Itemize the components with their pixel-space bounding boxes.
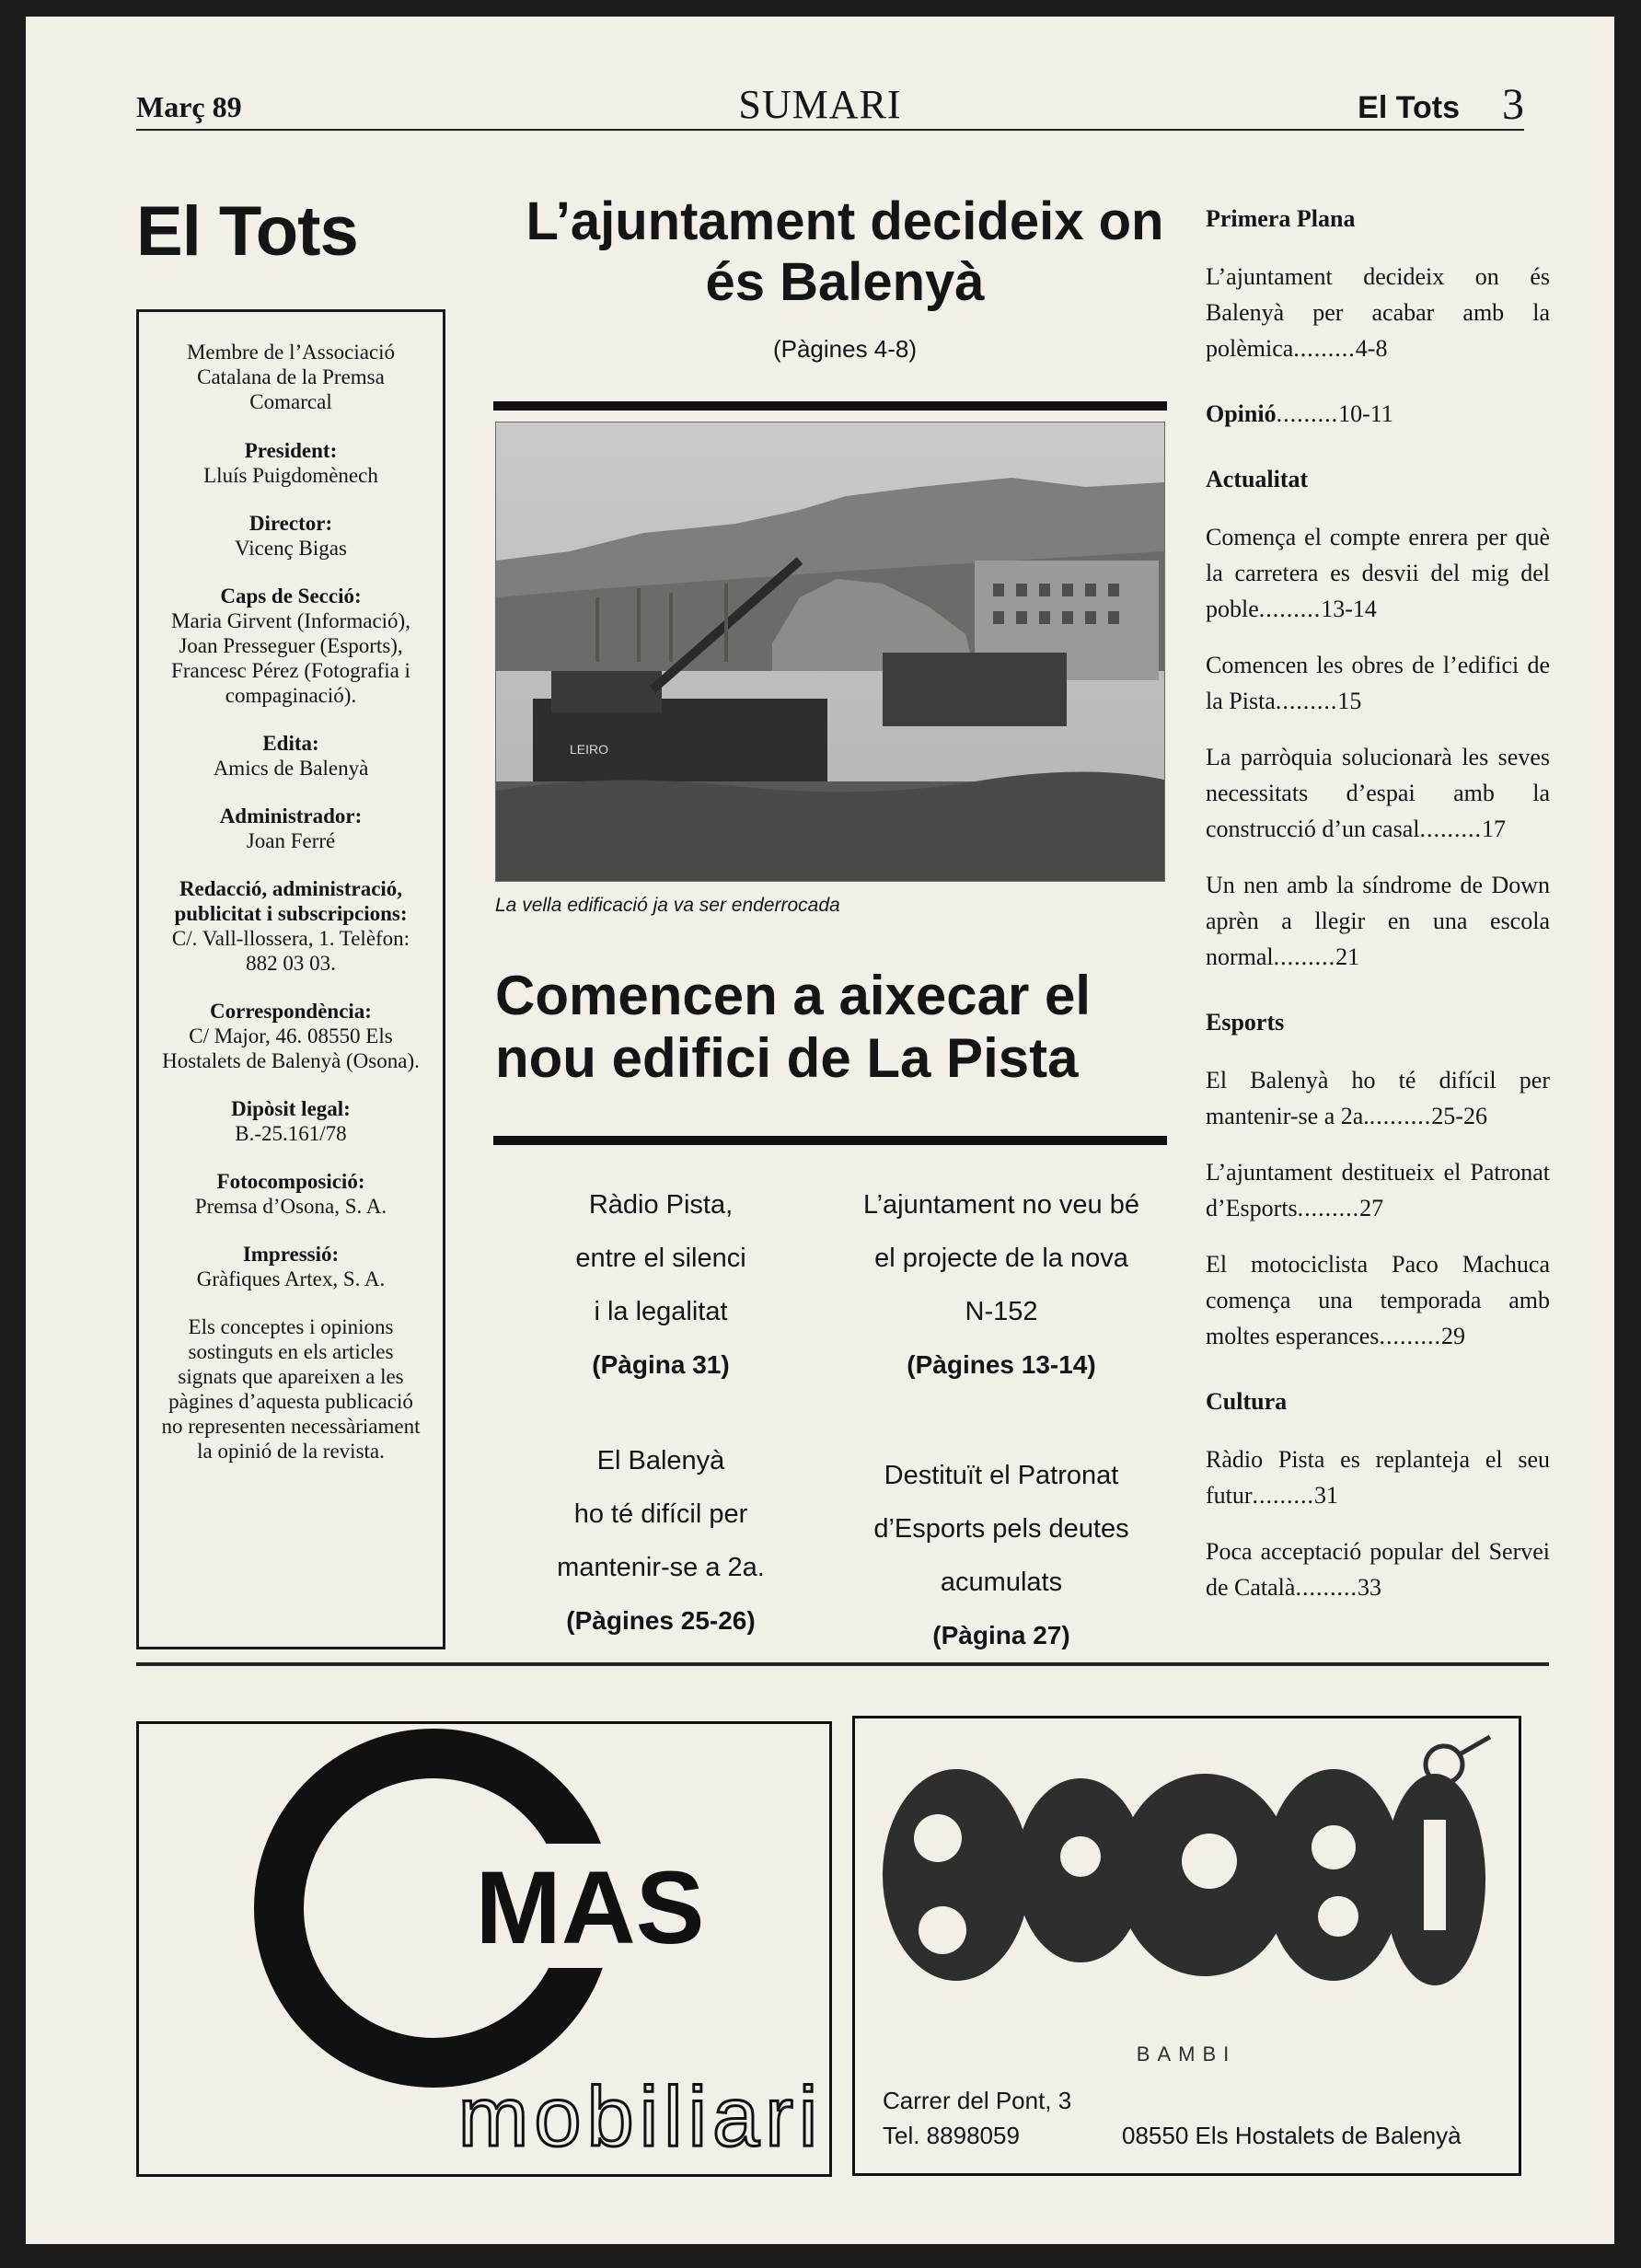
association-note: Membre de l’Associació Catalana de la Premsa Comarcal: [186, 341, 396, 413]
staff-role: Administrador:: [219, 804, 363, 827]
staff-name: Lluís Puigdomènech: [203, 464, 378, 487]
teaser-pages: (Pàgina 31): [592, 1350, 730, 1379]
staff-role: Dipòsit legal:: [231, 1097, 351, 1120]
ad-bambi: [852, 1716, 1521, 2176]
toc-spacer: [1206, 1626, 1550, 1635]
staff-name: C/ Major, 46. 08550 Els Hostalets de Balenyà (Osona).: [162, 1024, 420, 1072]
staff-role: President:: [244, 439, 338, 462]
staff-name: Maria Girvent (Informació), Joan Presseguer (Esports), Francesc Pérez (Fotografia i compaginació).: [171, 609, 410, 707]
lead-rule: [493, 401, 1167, 411]
toc-entry-title: Comença el compte enrera per què la carretera es desvii del mig del poble: [1206, 524, 1550, 622]
teaser-line: d’Esports pels deutes: [873, 1514, 1129, 1544]
mas-wordmark: MAS: [475, 1850, 705, 1965]
toc-entry[interactable]: [1206, 867, 1550, 975]
teaser-pages: (Pàgina 27): [932, 1621, 1070, 1649]
toc-entry-title: Opinió: [1206, 400, 1277, 427]
staff-name: Gràfiques Artex, S. A.: [196, 1267, 386, 1290]
staff-role: Correspondència:: [210, 1000, 372, 1023]
staff-entry: [157, 511, 424, 561]
bambi-phone: Tel. 8898059: [883, 2122, 1020, 2149]
toc-entry-title: L’ajuntament destitueix el Patronat d’Esports: [1206, 1159, 1550, 1221]
toc-page-number: 27: [1359, 1195, 1384, 1221]
teaser-line: entre el silenci: [575, 1244, 746, 1273]
staff-entry: [157, 1242, 424, 1291]
mobiliari-wordmark: mobiliari: [457, 2070, 824, 2164]
staff-name: Premsa d’Osona, S. A.: [194, 1195, 387, 1218]
staff-entry: [157, 438, 424, 488]
toc-page-number: 33: [1357, 1574, 1381, 1601]
toc-entry[interactable]: [1206, 1441, 1550, 1513]
teaser-radio-pista: [514, 1178, 808, 1392]
lead-headline: L’ajuntament decideix on és Balenyà: [526, 191, 1164, 312]
teaser-line: El Balenyà: [596, 1446, 725, 1475]
toc-spacer: [1206, 452, 1550, 461]
teaser-line: i la legalitat: [594, 1297, 728, 1326]
toc-leader-dots: .........: [1369, 1103, 1432, 1129]
toc-entry-title: L’ajuntament decideix on és Balenyà per acabar amb la polèmica: [1206, 263, 1550, 362]
toc-page-number: 4-8: [1355, 335, 1388, 362]
bambi-town: 08550 Els Hostalets de Balenyà: [1122, 2122, 1462, 2149]
toc-entry[interactable]: [1206, 1246, 1550, 1354]
staff-entry: [157, 584, 424, 708]
toc-entry[interactable]: [1206, 739, 1550, 847]
toc-page-number: 25-26: [1431, 1103, 1487, 1129]
lead-pages: (Pàgines 4-8): [772, 335, 918, 363]
toc-entry[interactable]: [1206, 1154, 1550, 1226]
teaser-line: Ràdio Pista,: [588, 1190, 734, 1220]
ads-rule: [136, 1662, 1549, 1666]
staff-list: [157, 438, 424, 1291]
header-rule: [136, 129, 1524, 131]
toc-page-number: 31: [1314, 1482, 1339, 1509]
staff-entry: [157, 876, 424, 976]
toc-entry[interactable]: [1206, 647, 1550, 719]
disclaimer: Els conceptes i opinions sostinguts en els articles signats que apareixen a les pàgines d’aquesta publicació no representen necessàriament la opinió de la revista.: [161, 1315, 421, 1463]
staff-entry: [157, 1096, 424, 1146]
staff-name: C/. Vall-llossera, 1. Telèfon: 882 03 03.: [171, 927, 410, 975]
toc-page-number: 21: [1335, 943, 1360, 970]
toc-entry-title: La parròquia solucionarà les seves necessitats d’espai amb la construcció d’un casal: [1206, 744, 1550, 842]
teaser-n152: [845, 1178, 1158, 1392]
toc-entry[interactable]: [1206, 1533, 1550, 1605]
teaser-line: el projecte de la nova: [874, 1244, 1128, 1273]
teaser-pages: (Pàgines 25-26): [566, 1606, 756, 1635]
toc-page-number: 13-14: [1321, 596, 1377, 622]
toc-leader-dots: .........: [1293, 335, 1356, 362]
toc-entry-title: El Balenyà ho té difícil per mantenir-se a 2a.: [1206, 1067, 1550, 1129]
toc-section-heading: Esports: [1206, 1009, 1285, 1036]
staff-name: Amics de Balenyà: [213, 757, 369, 780]
toc-section-heading: Actualitat: [1206, 466, 1309, 492]
teaser-line: mantenir-se a 2a.: [557, 1553, 765, 1582]
second-headline: Comencen a aixecar el nou edifici de La Pista: [495, 965, 1092, 1089]
toc-spacer: [1206, 1374, 1550, 1383]
toc-entry-title: Comencen les obres de l’edifici de la Pista: [1206, 652, 1550, 714]
ad-mas-mobiliari: [136, 1721, 832, 2177]
toc-leader-dots: .........: [1295, 1574, 1358, 1601]
staff-role: Impressió:: [242, 1243, 340, 1266]
teaser-line: L’ajuntament no veu bé: [863, 1190, 1139, 1220]
staff-role: Director:: [248, 512, 333, 535]
bambi-wordmark: BAMBI: [1136, 2042, 1237, 2066]
bambi-address: Carrer del Pont, 3: [883, 2087, 1072, 2114]
teaser-balenya: [514, 1434, 808, 1648]
second-rule: [493, 1136, 1167, 1145]
toc-page-number: 15: [1337, 688, 1362, 714]
toc-leader-dots: .........: [1252, 1482, 1315, 1509]
toc-entry[interactable]: [1206, 519, 1550, 627]
toc-section-heading: Primera Plana: [1206, 205, 1356, 232]
staff-role: Redacció, administració, publicitat i subscripcions:: [174, 877, 408, 925]
staff-entry: [157, 804, 424, 853]
staff-box: [136, 309, 445, 1649]
staff-entry: [157, 999, 424, 1073]
toc-spacer: [1206, 995, 1550, 1004]
teaser-line: ho té difícil per: [573, 1499, 748, 1529]
teaser-line: N-152: [965, 1297, 1038, 1326]
publication-name: El Tots: [1358, 90, 1460, 125]
toc-entry-title: Un nen amb la síndrome de Down aprèn a llegir en una escola normal: [1206, 872, 1550, 970]
toc-leader-dots: .........: [1297, 1195, 1360, 1221]
toc-leader-dots: .........: [1379, 1323, 1441, 1349]
teaser-patronat: [845, 1449, 1158, 1662]
toc-leader-dots: .........: [1419, 816, 1482, 842]
toc-entry-title: Ràdio Pista es replanteja el seu futur: [1206, 1446, 1550, 1509]
staff-role: Edita:: [262, 732, 319, 755]
toc-page-number: 17: [1481, 816, 1506, 842]
bambi-logo: [855, 1718, 1519, 2068]
staff-role: Caps de Secció:: [220, 584, 362, 608]
staff-name: Joan Ferré: [246, 829, 336, 852]
photo-caption: La vella edificació ja va ser enderrocada: [495, 895, 840, 916]
toc-leader-dots: .........: [1275, 688, 1338, 714]
staff-role: Fotocomposició:: [216, 1170, 365, 1193]
toc-section-heading: Cultura: [1206, 1388, 1288, 1415]
toc-page-number: 29: [1440, 1323, 1465, 1349]
staff-entry: [157, 731, 424, 781]
teaser-pages: (Pàgines 13-14): [907, 1350, 1096, 1379]
toc-entry-title: El motociclista Paco Machuca comença una temporada amb moltes esperances: [1206, 1251, 1550, 1349]
magazine-page: [26, 17, 1614, 2244]
teaser-line: acumulats: [940, 1568, 1063, 1597]
table-of-contents: [1206, 201, 1550, 1635]
photo-illustration: [496, 422, 1164, 881]
masthead-title: El Tots: [136, 192, 358, 271]
toc-spacer: [1206, 387, 1550, 396]
staff-entry: [157, 1169, 424, 1219]
toc-entry[interactable]: [1206, 259, 1550, 366]
toc-entry[interactable]: [1206, 1062, 1550, 1134]
toc-leader-dots: .........: [1258, 596, 1322, 622]
registered-mark: ®: [503, 1758, 530, 1799]
staff-name: B.-25.161/78: [235, 1122, 347, 1145]
page-number: 3: [1502, 80, 1524, 129]
demolition-photo: [495, 422, 1165, 882]
teaser-line: Destituït el Patronat: [884, 1461, 1119, 1490]
toc-leader-dots: .........: [1273, 943, 1336, 970]
toc-entry-title: Poca acceptació popular del Servei de Català: [1206, 1538, 1550, 1601]
staff-name: Vicenç Bigas: [235, 537, 347, 560]
issue-date: Març 89: [136, 90, 242, 123]
mas-logo: [139, 1724, 829, 2174]
toc-page-number: 10-11: [1338, 400, 1393, 427]
section-title: SUMARI: [738, 82, 902, 127]
toc-entry[interactable]: [1206, 396, 1550, 432]
toc-leader-dots: .........: [1276, 400, 1339, 427]
crane-label: LEIRO: [570, 742, 609, 757]
